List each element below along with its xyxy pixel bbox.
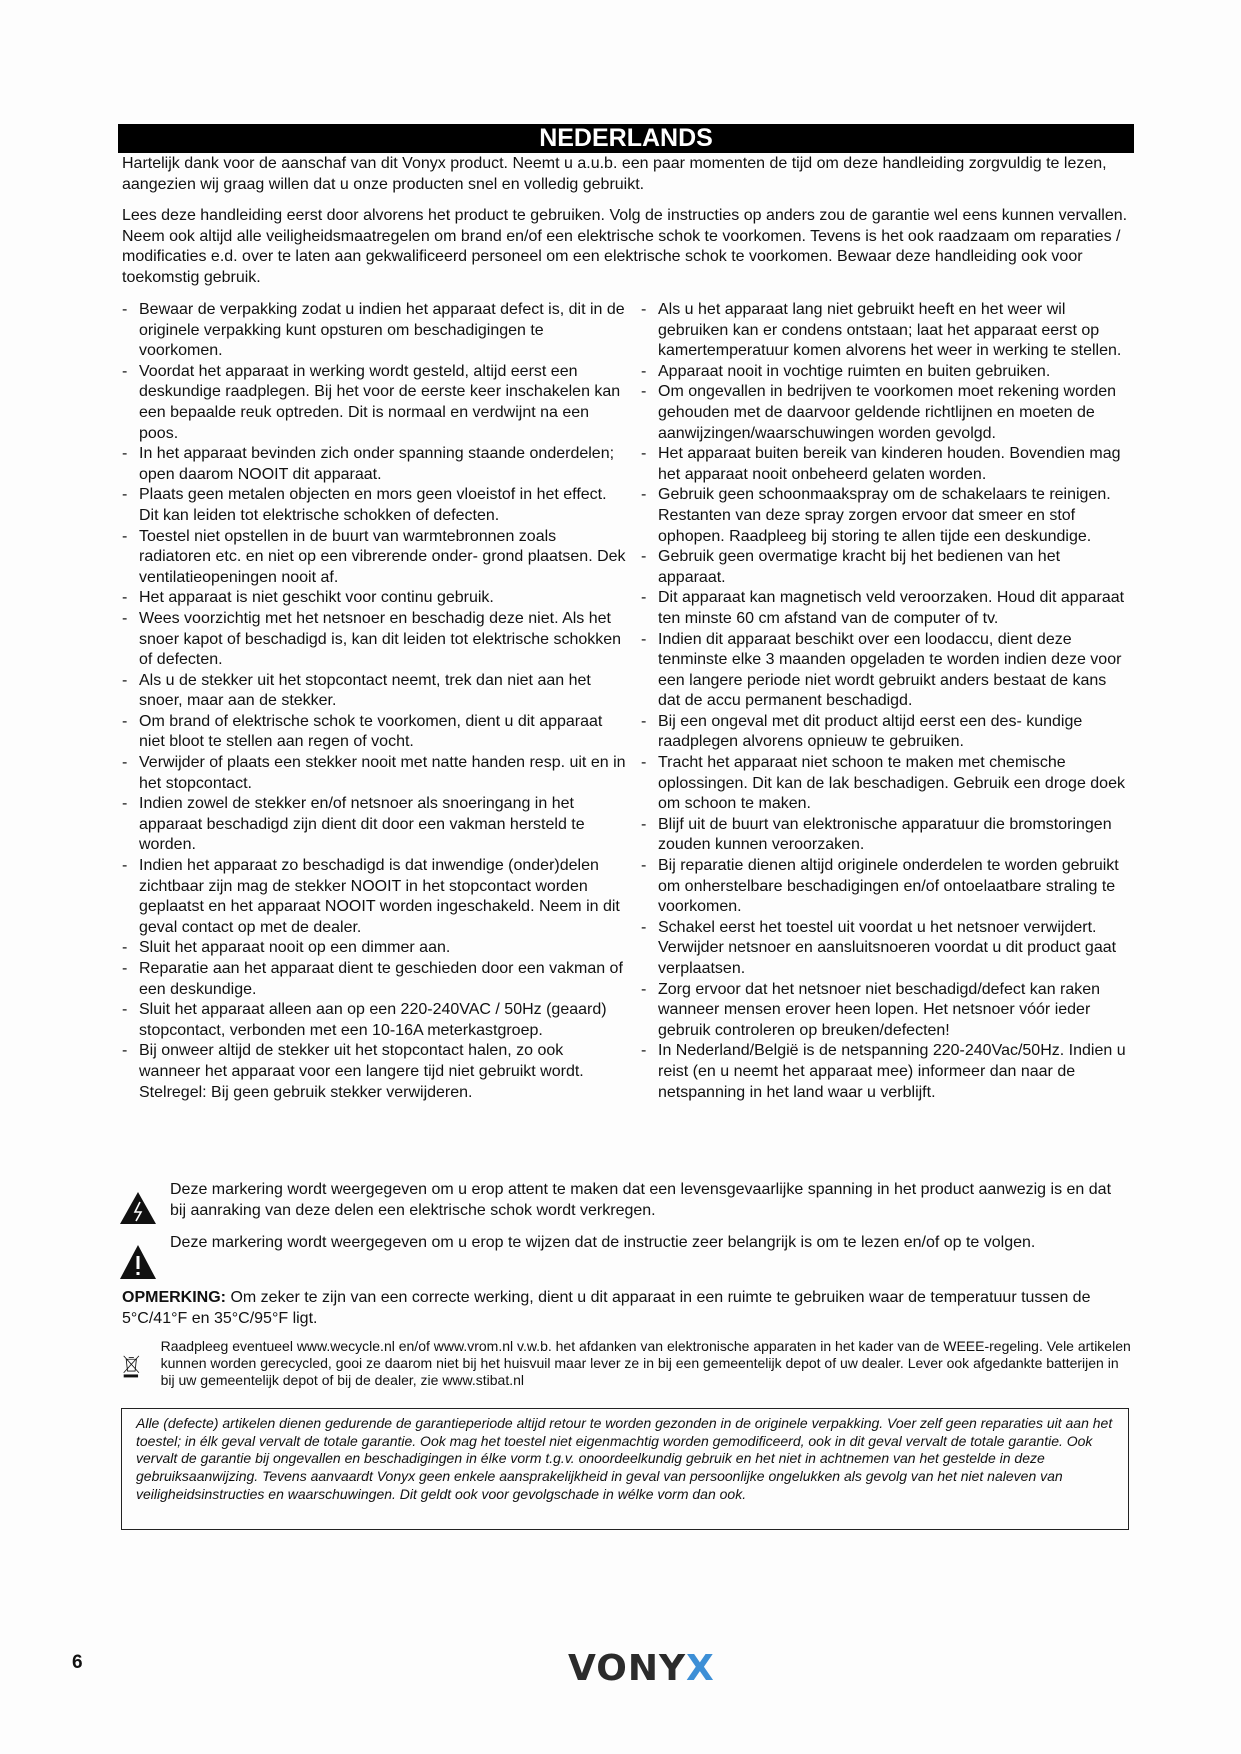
safety-item: - Indien dit apparaat beschikt over een loodaccu, dient deze tenminste elke 3 maanden opgeladen te worden indien deze voor een langere periode niet wordt gebruikt anders bestaat de kans dat de accu permanent beschadigd.	[641, 630, 1131, 712]
safety-item: - In het apparaat bevinden zich onder spanning staande onderdelen; open daarom NOOIT dit apparaat.	[122, 444, 627, 485]
safety-item: - Wees voorzichtig met het netsnoer en beschadig deze niet. Als het snoer kapot of beschadigd is, kan dit leiden tot elektrische schokken of defecten.	[122, 609, 627, 671]
page-number: 6	[72, 1652, 83, 1673]
safety-item: - Schakel eerst het toestel uit voordat u het netsnoer verwijdert. Verwijder netsnoer en aansluitsnoeren voordat u dit product gaat verplaatsen.	[641, 918, 1131, 980]
note-text: Om zeker te zijn van een correcte werking, dient u dit apparaat in een ruimte te gebruiken waar de temperatuur tussen de 5°C/41°F en 35°C/95°F ligt.	[122, 1289, 1091, 1327]
safety-item: - Voordat het apparaat in werking wordt gesteld, altijd eerst een deskundige raadplegen. Bij het voor de eerste keer inschakelen kan een bepaalde reuk optreden. Dit is normaal en verdwijnt na een poos.	[122, 362, 627, 444]
warranty-text: Alle (defecte) artikelen dienen gedurende de garantieperiode altijd retour te worden gezonden in de originele verpakking. Voer zelf geen reparaties uit aan het toestel; in élk geval vervalt de totale garantie. Ook mag het toestel niet eigenmachtig worden gemodificeerd, ook in dit geval vervalt de totale garantie. Ook vervalt de garantie bij ongevallen en beschadigingen in élke vorm t.g.v. onoordeelkundig gebruik en het niet in achtnemen van het gestelde in deze gebruiksaanwijzing. Tevens aanvaardt Vonyx geen enkele aansprakelijkheid in geval van persoonlijke ongelukken als gevolg van het niet naleven van veiligheidsinstructies en waarschuwingen. Dit geldt ook voor gevolgschade in wélke vorm dan ook.	[136, 1415, 1113, 1502]
safety-item: - Om ongevallen in bedrijven te voorkomen moet rekening worden gehouden met de daarvoor geldende richtlijnen en moeten de aanwijzingen/waarschuwingen worden gevolgd.	[641, 382, 1131, 444]
safety-item: - Tracht het apparaat niet schoon te maken met chemische oplossingen. Dit kan de lak beschadigen. Gebruik een droge doek om schoon te maken.	[641, 753, 1131, 815]
weee-notice	[122, 1338, 1132, 1394]
voltage-warning	[120, 1180, 1130, 1224]
safety-item: - Dit apparaat kan magnetisch veld veroorzaken. Houd dit apparaat ten minste 60 cm afstand van de computer of tv.	[641, 588, 1131, 629]
intro-paragraph-1: Hartelijk dank voor de aanschaf van dit Vonyx product. Neemt u a.u.b. een paar momenten de tijd om deze handleiding zorgvuldig te lezen, aangezien wij graag willen dat u onze producten snel en volledig gebruikt.	[122, 155, 1107, 193]
safety-item: - Gebruik geen overmatige kracht bij het bedienen van het apparaat.	[641, 547, 1131, 588]
safety-item: - In Nederland/België is de netspanning 220-240Vac/50Hz. Indien u reist (en u neemt het apparaat mee) informeer dan naar de netspanning in het land waar u verblijft.	[641, 1041, 1131, 1103]
voltage-warning-text: Deze markering wordt weergegeven om u erop attent te maken dat een levensgevaarlijke spanning in het product aanwezig is en dat bij aanraking van deze delen een elektrische schok wordt verkregen.	[170, 1181, 1112, 1219]
exclamation-warning-icon	[120, 1245, 156, 1279]
safety-item: - Sluit het apparaat nooit op een dimmer aan.	[122, 938, 627, 959]
vonyx-logo	[568, 1648, 715, 1689]
safety-list-right	[641, 300, 1131, 1103]
safety-item: - Toestel niet opstellen in de buurt van warmtebronnen zoals radiatoren etc. en niet op een vibrerende onder- grond plaatsen. Dek ventilatieopeningen nooit af.	[122, 527, 627, 589]
logo-accent: X	[686, 1648, 715, 1689]
weee-text: Raadpleeg eventueel www.wecycle.nl en/of www.vrom.nl v.w.b. het afdanken van elektronische apparaten in het kader van de WEEE-regeling. Vele artikelen kunnen worden gerecycled, gooi ze daarom niet bij het huisvuil maar lever ze in bij een gemeentelijk depot of uw dealer. Lever ook afgedankte batterijen in bij uw gemeentelijk depot of bij de dealer, zie www.stibat.nl	[160, 1338, 1131, 1388]
weee-bin-icon	[122, 1338, 141, 1394]
safety-item: - Als u het apparaat lang niet gebruikt heeft en het weer wil gebruiken kan er condens ontstaan; laat het apparaat eerst op kamertemperatuur komen alvorens het weer in werking te stellen.	[641, 300, 1131, 362]
note	[122, 1288, 1132, 1329]
note-label: OPMERKING:	[122, 1289, 226, 1306]
safety-item: - Apparaat nooit in vochtige ruimten en buiten gebruiken.	[641, 362, 1131, 383]
safety-item: - Indien zowel de stekker en/of netsnoer als snoeringang in het apparaat beschadigd zijn dient dit door een vakman hersteld te worden.	[122, 794, 627, 856]
safety-item: - Zorg ervoor dat het netsnoer niet beschadigd/defect kan raken wanneer mensen erover heen lopen. Het netsnoer vóór ieder gebruik controleren op breuken/defecten!	[641, 980, 1131, 1042]
logo-text: VONY	[568, 1648, 687, 1689]
safety-item: - Plaats geen metalen objecten en mors geen vloeistof in het effect. Dit kan leiden tot elektrische schokken of defecten.	[122, 485, 627, 526]
important-warning	[120, 1233, 1130, 1279]
warranty-box	[121, 1408, 1129, 1530]
safety-list-left	[122, 300, 627, 1103]
section-title: NEDERLANDS	[118, 124, 1134, 153]
safety-item: - Gebruik geen schoonmaakspray om de schakelaars te reinigen. Restanten van deze spray zorgen ervoor dat smeer en stof ophopen. Raadpleeg bij storing te allen tijde een deskundige.	[641, 485, 1131, 547]
safety-item: - Blijf uit de buurt van elektronische apparatuur die bromstoringen zouden kunnen veroorzaken.	[641, 815, 1131, 856]
high-voltage-icon	[120, 1192, 156, 1224]
safety-item: - Het apparaat buiten bereik van kinderen houden. Bovendien mag het apparaat nooit onbeheerd gelaten worden.	[641, 444, 1131, 485]
safety-item: - Sluit het apparaat alleen aan op een 220-240VAC / 50Hz (geaard) stopcontact, verbonden met een 10-16A meterkastgroep.	[122, 1000, 627, 1041]
intro-paragraph-2: Lees deze handleiding eerst door alvorens het product te gebruiken. Volg de instructies op anders zou de garantie wel eens kunnen vervallen. Neem ook altijd alle veiligheidsmaatregelen om brand en/of een elektrische schok te voorkomen. Tevens is het ook raadzaam om reparaties / modificaties e.d. over te laten aan gekwalificeerd personeel om een elektrische schok te voorkomen. Bewaar deze handleiding ook voor toekomstig gebruik.	[122, 207, 1128, 286]
safety-item: - Om brand of elektrische schok te voorkomen, dient u dit apparaat niet bloot te stellen aan regen of vocht.	[122, 712, 627, 753]
safety-item: - Verwijder of plaats een stekker nooit met natte handen resp. uit en in het stopcontact.	[122, 753, 627, 794]
important-warning-text: Deze markering wordt weergegeven om u erop te wijzen dat de instructie zeer belangrijk is om te lezen en/of op te volgen.	[170, 1234, 1036, 1251]
safety-item: - Het apparaat is niet geschikt voor continu gebruik.	[122, 588, 627, 609]
safety-item: - Bij reparatie dienen altijd originele onderdelen te worden gebruikt om onherstelbare beschadigingen en/of ontoelaatbare straling te voorkomen.	[641, 856, 1131, 918]
safety-item: - Reparatie aan het apparaat dient te geschieden door een vakman of een deskundige.	[122, 959, 627, 1000]
safety-item: - Als u de stekker uit het stopcontact neemt, trek dan niet aan het snoer, maar aan de stekker.	[122, 671, 627, 712]
safety-item: - Bij een ongeval met dit product altijd eerst een des- kundige raadplegen alvorens opnieuw te gebruiken.	[641, 712, 1131, 753]
safety-item: - Bij onweer altijd de stekker uit het stopcontact halen, zo ook wanneer het apparaat voor een langere tijd niet gebruikt wordt. Stelregel: Bij geen gebruik stekker verwijderen.	[122, 1041, 627, 1103]
safety-item: - Indien het apparaat zo beschadigd is dat inwendige (onder)delen zichtbaar zijn mag de stekker NOOIT in het stopcontact worden geplaatst en het apparaat NOOIT worden ingeschakeld. Neem in dit geval contact op met de dealer.	[122, 856, 627, 938]
safety-item: - Bewaar de verpakking zodat u indien het apparaat defect is, dit in de originele verpakking kunt opsturen om beschadigingen te voorkomen.	[122, 300, 627, 362]
